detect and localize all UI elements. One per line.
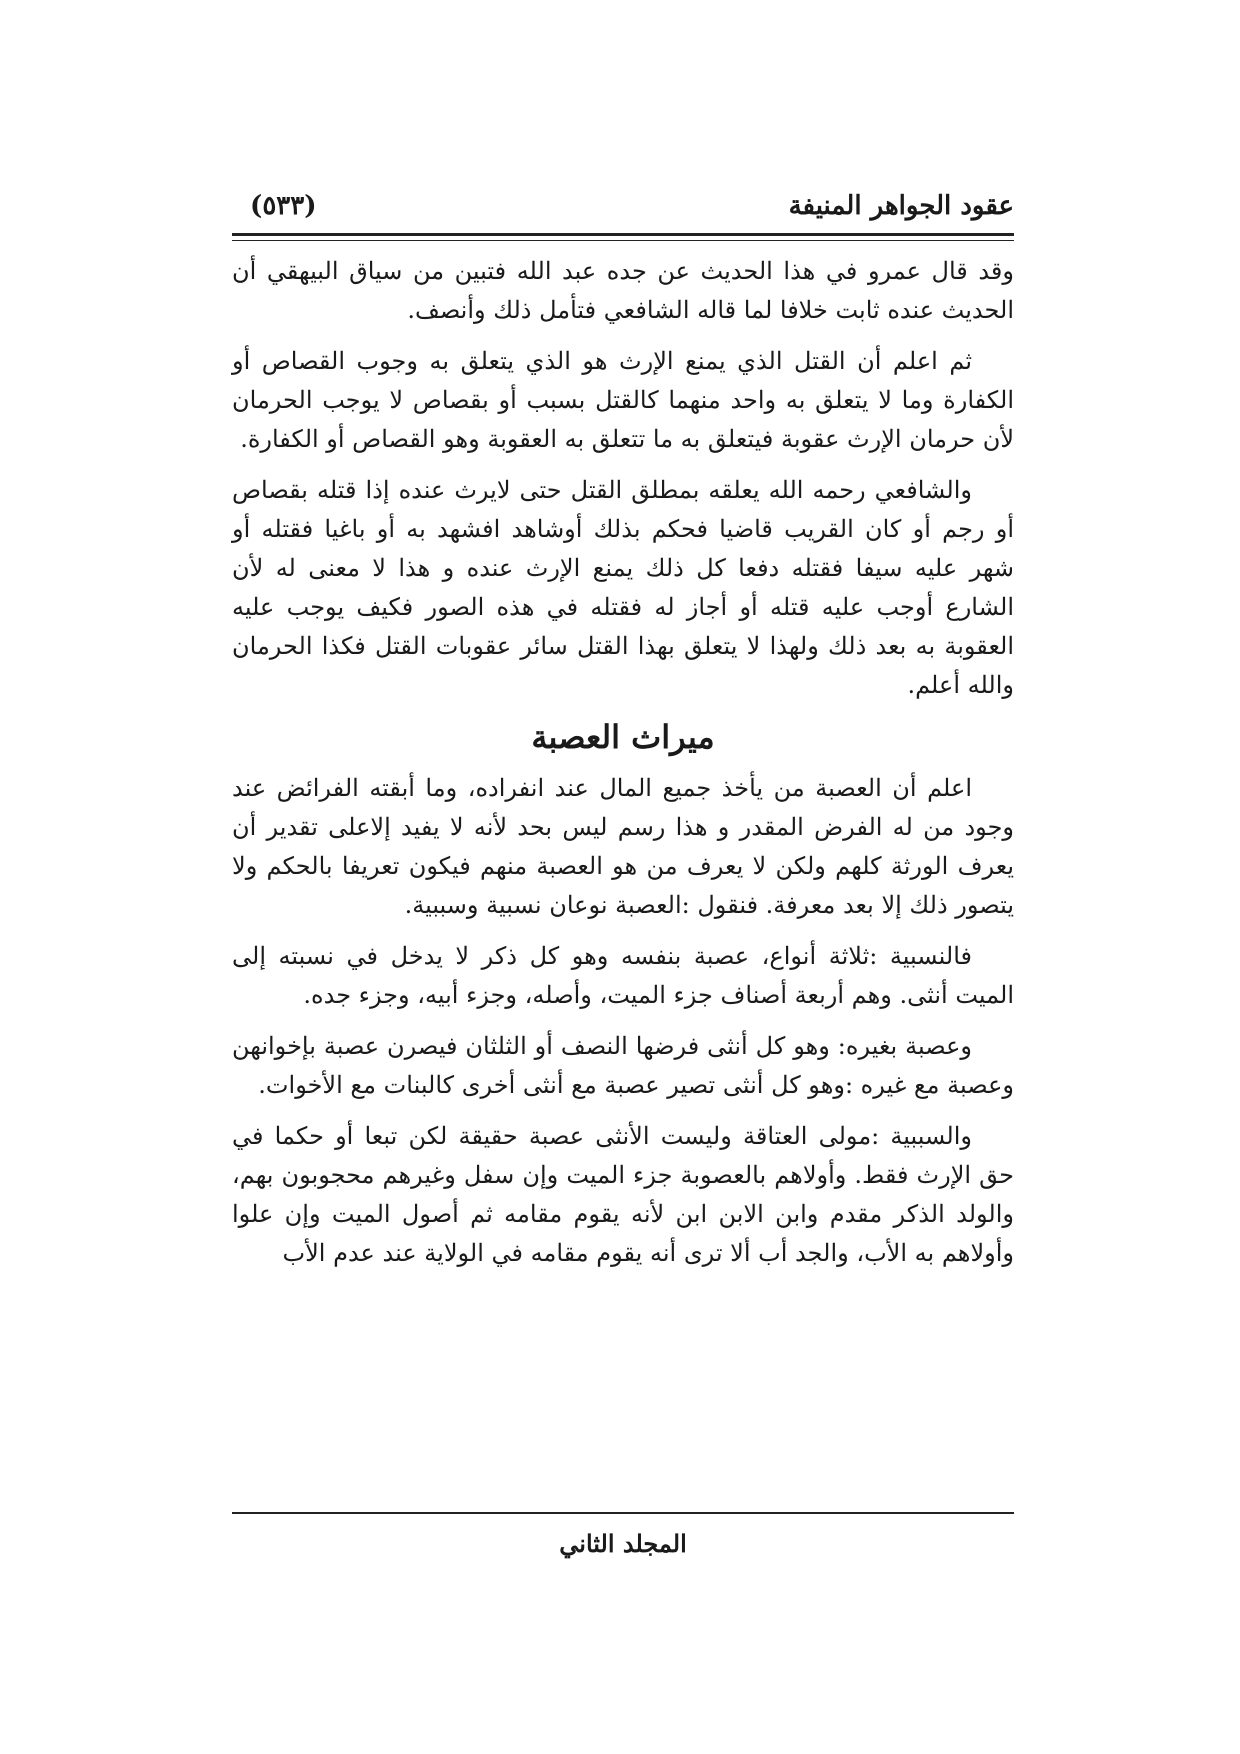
footer-rule <box>232 1512 1014 1514</box>
header-rule-thick <box>232 233 1014 236</box>
book-title: عقود الجواهر المنيفة <box>788 191 1014 221</box>
paragraph: فالنسبية :ثلاثة أنواع، عصبة بنفسه وهو كل ذكر لا يدخل في نسبته إلى الميت أنثى. وهم أربعة أصناف جزء الميت، وأصله، وجزء أبيه، وجزء جده. <box>232 942 1014 1009</box>
paragraph: اعلم أن العصبة من يأخذ جميع المال عند انفراده، وما أبقته الفرائض عند وجود من له الفرض المقدر و هذا رسم ليس بحد لأنه لا يفيد إلاعلى تقدير أن يعرف الورثة كلهم ولكن لا يعرف من هو العصبة منهم فيكون تعريفا بالحكم ولا يتصور ذلك إلا بعد معرفة. فنقول :العصبة نوعان نسبية وسببية. <box>232 774 1014 919</box>
section-heading: ميراث العصبة <box>531 718 715 756</box>
paragraph: والسببية :مولى العتاقة وليست الأنثى عصبة حقيقة لكن تبعا أو حكما في حق الإرث فقط. وأولاهم بالعصوبة جزء الميت وإن سفل وغيرهم محجوبون بهم، والولد الذكر مقدم وابن الابن ابن لأنه يقوم مقامه ثم أصول الميت وإن علوا وأولاهم به الأب، والجد أب ألا ترى أنه يقوم مقامه في الولاية عند عدم الأب <box>232 1122 1015 1267</box>
main-text <box>232 252 1014 1285</box>
volume-footer: المجلد الثاني <box>559 1529 687 1558</box>
running-header <box>232 185 1014 227</box>
paragraph: ثم اعلم أن القتل الذي يمنع الإرث هو الذي يتعلق به وجوب القصاص أو الكفارة وما لا يتعلق به واحد منهما كالقتل بسبب أو بقصاص لا يوجب الحرمان لأن حرمان الإرث عقوبة فيتعلق به ما تتعلق به العقوبة وهو القصاص أو الكفارة. <box>232 347 1015 453</box>
paragraph: وعصبة بغيره: وهو كل أنثى فرضها النصف أو الثلثان فيصرن عصبة بإخوانهن وعصبة مع غيره :وهو كل أنثى تصير عصبة مع أنثى أخرى كالبنات مع الأخوات. <box>232 1032 1014 1099</box>
page-number: (٥٣٣) <box>250 191 317 221</box>
paragraph: والشافعي رحمه الله يعلقه بمطلق القتل حتى لايرث عنده إذا قتله بقصاص أو رجم أو كان القريب قاضيا فحكم بذلك أوشاهد افشهد به أو باغيا فقتله أو شهر عليه سيفا فقتله دفعا كل ذلك يمنع الإرث عنده و هذا لا معنى له لأن الشارع أوجب عليه قتله أو أجاز له فقتله في هذه الصور فكيف يوجب عليه العقوبة به بعد ذلك ولهذا لا يتعلق بهذا القتل سائر عقوبات القتل فكذا الحرمان والله أعلم. <box>232 476 1014 699</box>
paragraph: وقد قال عمرو في هذا الحديث عن جده عبد الله فتبين من سياق البيهقي أن الحديث عنده ثابت خلافا لما قاله الشافعي فتأمل ذلك وأنصف. <box>232 257 1014 324</box>
header-rule-thin <box>232 240 1014 241</box>
